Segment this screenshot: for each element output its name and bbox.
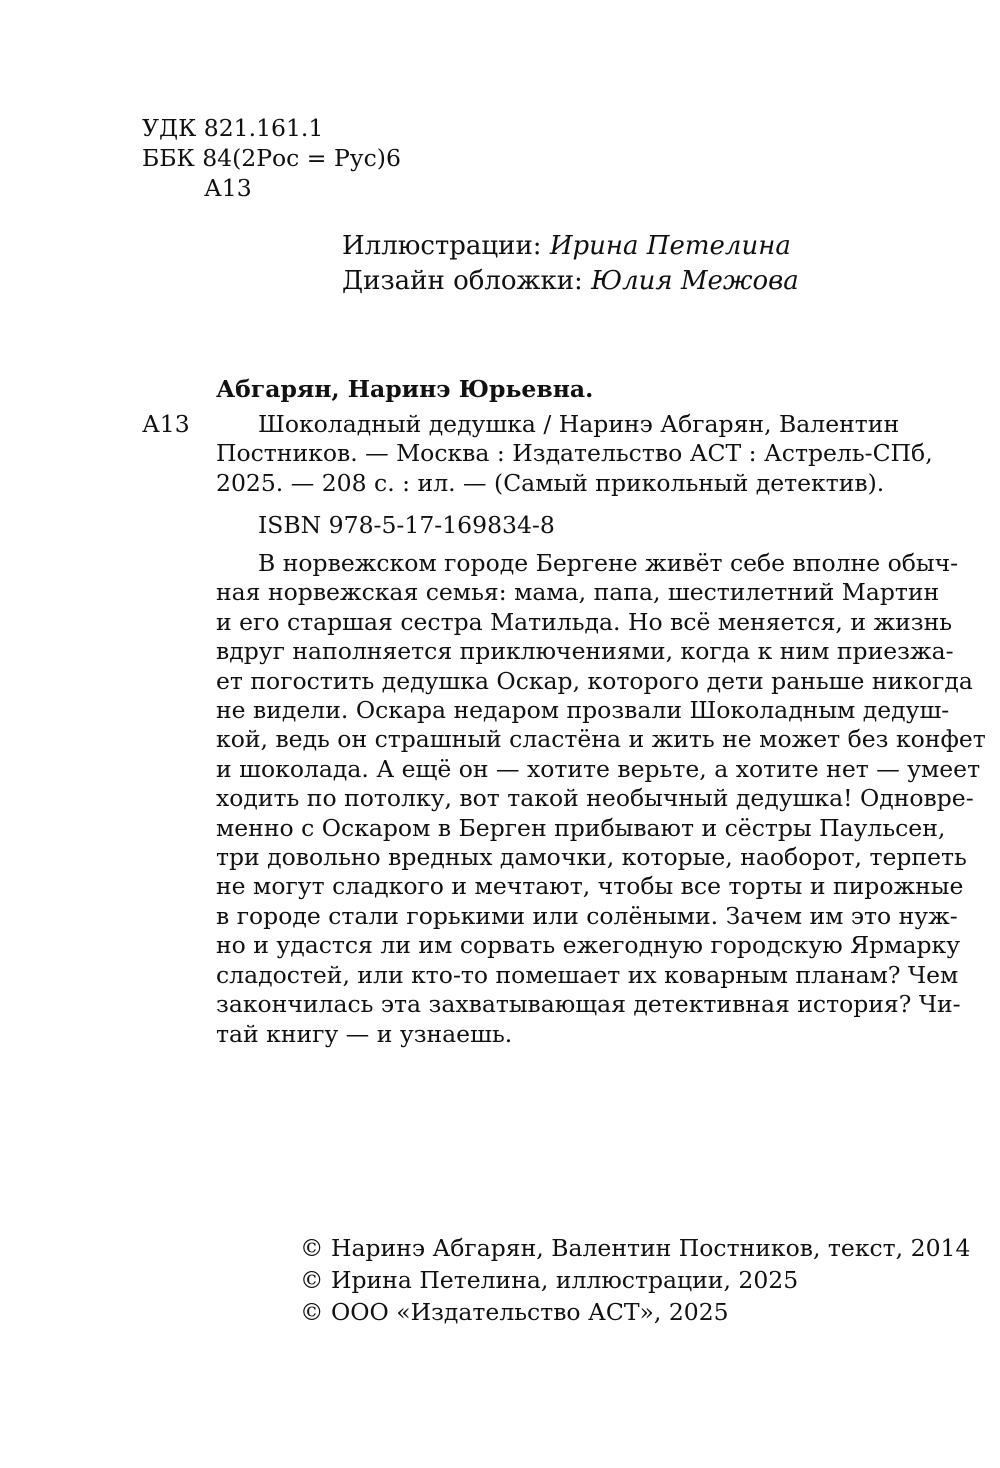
annotation-line: не могут сладкого и мечтают, чтобы все торты и пирожные <box>216 872 964 901</box>
isbn: ISBN 978-5-17-169834-8 <box>258 511 555 539</box>
illustrations-credit <box>342 229 791 263</box>
cover-designer-name: Юлия Межова <box>591 266 799 296</box>
copyright-line: © Наринэ Абгарян, Валентин Постников, текст, 2014 <box>300 1234 971 1262</box>
author-heading: Абгарян, Наринэ Юрьевна. <box>216 375 594 403</box>
bibliographic-description <box>216 410 933 498</box>
cover-design-credit <box>342 264 799 298</box>
annotation-line: и шоколада. А ещё он — хотите верьте, а хотите нет — умеет <box>216 754 981 783</box>
annotation-line: вдруг наполняется приключениями, когда к ним приезжа- <box>216 637 954 666</box>
annotation-line: кой, ведь он страшный сластёна и жить не может без конфет <box>216 725 986 754</box>
annotation <box>216 549 986 1049</box>
bbk-code: ББК 84(2Рос = Рус)6 <box>142 144 401 172</box>
annotation-line: три довольно вредных дамочки, которые, наоборот, терпеть <box>216 843 967 872</box>
annotation-line: и его старшая сестра Матильда. Но всё меняется, и жизнь <box>216 607 953 636</box>
copyright-line: © ООО «Издательство АСТ», 2025 <box>300 1298 729 1326</box>
bib-line: Постников. — Москва : Издательство АСТ : Астрель-СПб, <box>216 439 933 468</box>
annotation-line: не видели. Оскара недаром прозвали Шоколадным дедуш- <box>216 696 950 725</box>
author-mark: А13 <box>204 174 252 202</box>
margin-author-mark: А13 <box>142 410 190 438</box>
annotation-line: ет погостить дедушка Оскар, которого дети раньше никогда <box>216 666 973 695</box>
bib-line: Шоколадный дедушка / Наринэ Абгарян, Валентин <box>258 410 900 438</box>
udk-code: УДК 821.161.1 <box>142 114 324 142</box>
illustrator-name: Ирина Петелина <box>549 231 791 261</box>
annotation-line: сладостей, или кто-то помешает их коварным планам? Чем <box>216 960 959 989</box>
annotation-line: тай книгу — и узнаешь. <box>216 1019 513 1048</box>
illustrations-label: Иллюстрации: <box>342 231 542 261</box>
copyright-line: © Ирина Петелина, иллюстрации, 2025 <box>300 1266 799 1294</box>
bib-line: 2025. — 208 с. : ил. — (Самый прикольный детектив). <box>216 468 885 497</box>
annotation-line: в городе стали горькими или солёными. Зачем им это нуж- <box>216 901 958 930</box>
annotation-line: менно с Оскаром в Берген прибывают и сёстры Паульсен, <box>216 813 946 842</box>
annotation-line: закончилась эта захватывающая детективная история? Чи- <box>216 990 961 1019</box>
annotation-line: но и удастся ли им сорвать ежегодную городскую Ярмарку <box>216 931 961 960</box>
annotation-line: ходить по потолку, вот такой необычный дедушка! Одновре- <box>216 784 974 813</box>
annotation-line: ная норвежская семья: мама, папа, шестилетний Мартин <box>216 578 940 607</box>
annotation-line: В норвежском городе Бергене живёт себе вполне обыч- <box>258 549 959 577</box>
cover-design-label: Дизайн обложки: <box>342 266 583 296</box>
